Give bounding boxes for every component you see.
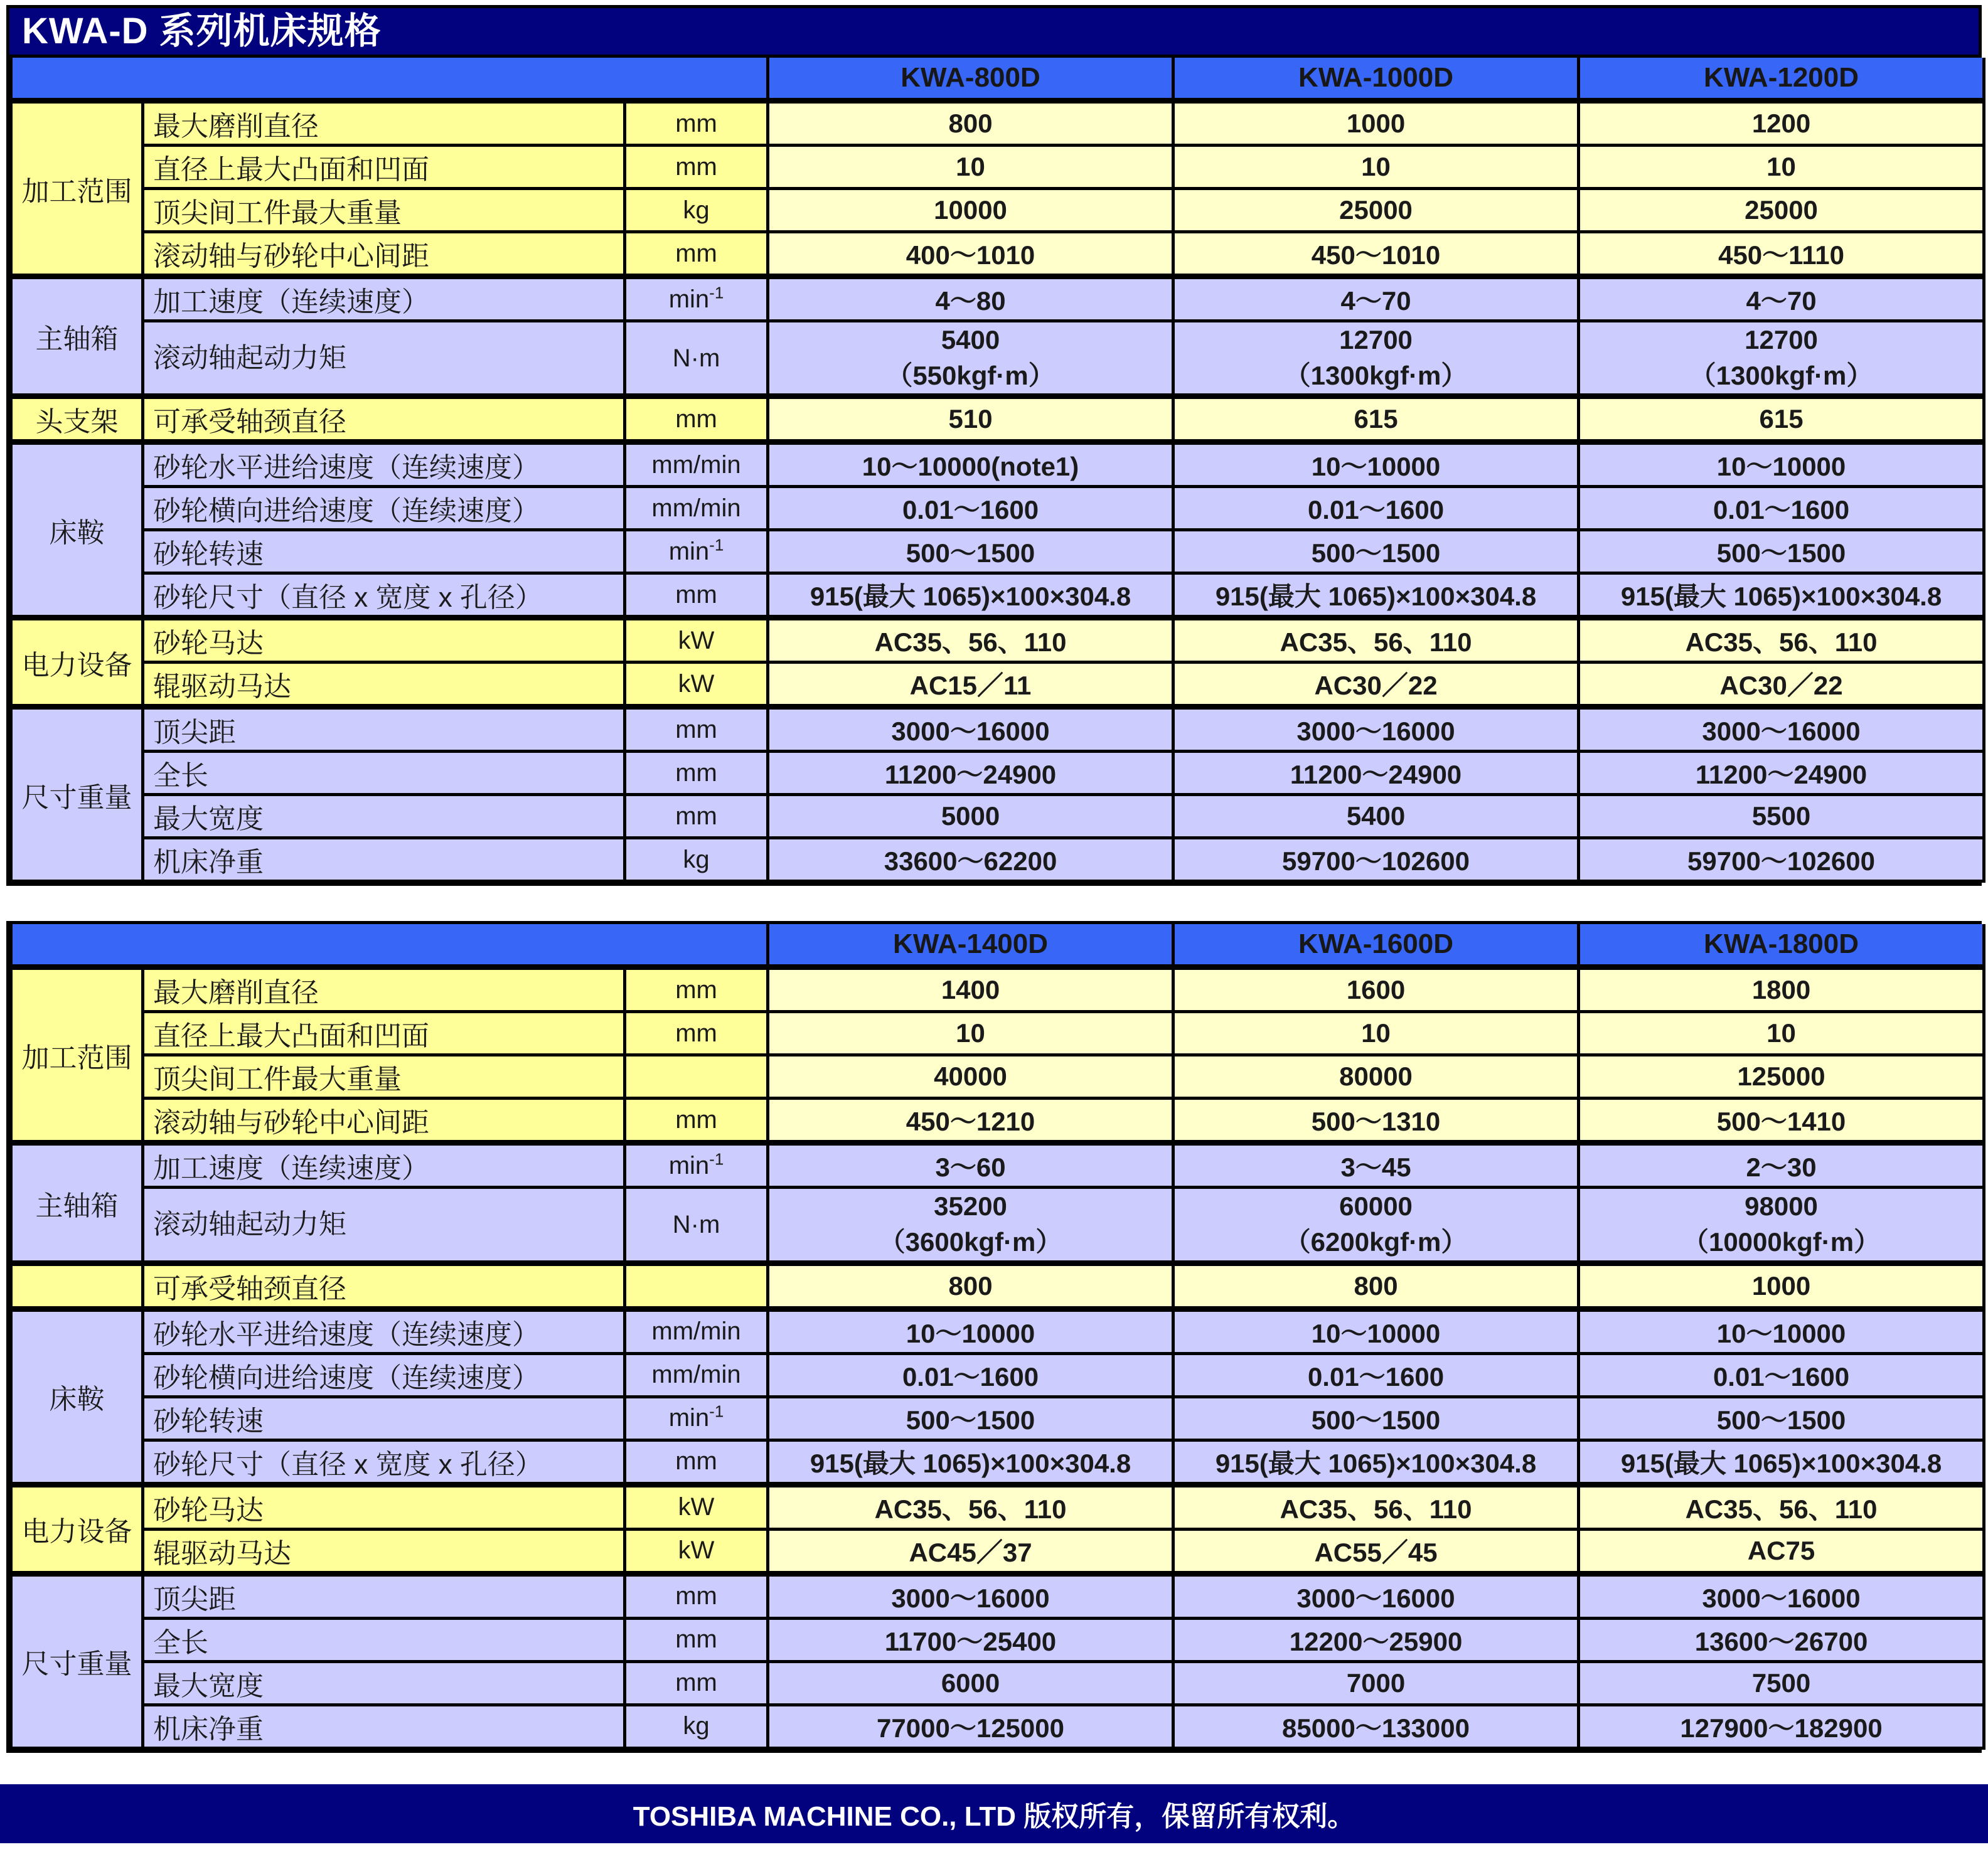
- value-cell: 915(最大 1065)×100×304.8: [1173, 1440, 1579, 1484]
- value-cell: 450～1010: [1173, 232, 1579, 277]
- spec-label-cell: 直径上最大凸面和凹面: [143, 1012, 625, 1055]
- value-cell: 915(最大 1065)×100×304.8: [768, 1440, 1173, 1484]
- value-cell: 500～1500: [1579, 1397, 1984, 1440]
- value-cell: 3～60: [768, 1143, 1173, 1188]
- value-cell: 10～10000(note1): [768, 442, 1173, 487]
- value-cell: 1200: [1579, 101, 1984, 146]
- value-cell: 800: [768, 1263, 1173, 1309]
- value-cell: 1000: [1579, 1263, 1984, 1309]
- table2-wrap: [6, 921, 1982, 1752]
- spec-label-cell: 砂轮尺寸（直径 x 宽度 x 孔径）: [143, 1440, 625, 1484]
- value-cell: AC35、56、110: [768, 1484, 1173, 1529]
- spec-table-2-container: [9, 924, 1979, 1749]
- value-cell: 1600: [1173, 967, 1579, 1012]
- value-cell: AC35、56、110: [1579, 1484, 1984, 1529]
- value-cell: 4～70: [1579, 277, 1984, 321]
- unit-text: mm: [675, 715, 717, 743]
- unit-cell: [625, 442, 768, 487]
- table-row: [11, 1440, 1984, 1484]
- table-row: [11, 618, 1984, 663]
- value-cell: [768, 1188, 1173, 1263]
- value-cell: [1173, 321, 1579, 396]
- value-cell: AC75: [1579, 1529, 1984, 1573]
- value-cell: 3000～16000: [768, 707, 1173, 752]
- unit-text: N·m: [672, 344, 720, 372]
- category-cell: 电力设备: [11, 1484, 143, 1573]
- value-cell: 10: [1173, 146, 1579, 189]
- value-cell: [1579, 321, 1984, 396]
- unit-text: kW: [678, 669, 715, 698]
- value-cell: 4～80: [768, 277, 1173, 321]
- value-cell: [1173, 1188, 1579, 1263]
- unit-cell: [625, 752, 768, 795]
- unit-cell: [625, 189, 768, 232]
- category-cell: 主轴箱: [11, 277, 143, 396]
- value-cell: 125000: [1579, 1055, 1984, 1099]
- spec-label-cell: 砂轮转速: [143, 530, 625, 573]
- spec-label-cell: 最大磨削直径: [143, 967, 625, 1012]
- unit-cell: [625, 1529, 768, 1573]
- unit-cell: [625, 1099, 768, 1143]
- table-row: [11, 752, 1984, 795]
- value-cell: 127900～182900: [1579, 1705, 1984, 1748]
- unit-exponent: -1: [709, 535, 724, 555]
- value-line: （1300kgf·m）: [1284, 360, 1468, 390]
- value-cell: 915(最大 1065)×100×304.8: [1173, 573, 1579, 618]
- value-cell: 85000～133000: [1173, 1705, 1579, 1748]
- unit-text: min: [668, 1404, 710, 1432]
- spec-table: [9, 924, 1985, 1749]
- value-cell: 1000: [1173, 101, 1579, 146]
- unit-text: mm: [675, 758, 717, 787]
- unit-exponent: -1: [709, 1402, 724, 1421]
- unit-cell: [625, 663, 768, 707]
- unit-cell: [625, 1705, 768, 1748]
- table-row: [11, 396, 1984, 442]
- value-cell: AC35、56、110: [1173, 618, 1579, 663]
- value-cell: AC45／37: [768, 1529, 1173, 1573]
- unit-text: mm/min: [651, 494, 741, 522]
- unit-text: kW: [678, 1536, 715, 1565]
- value-line: 60000: [1339, 1191, 1413, 1221]
- spec-label-cell: 顶尖间工件最大重量: [143, 189, 625, 232]
- unit-text: min: [668, 285, 710, 313]
- spec-label-cell: 滚动轴与砂轮中心间距: [143, 232, 625, 277]
- value-cell: 5400: [1173, 795, 1579, 838]
- unit-text: mm: [675, 1626, 717, 1654]
- value-cell: 0.01～1600: [768, 487, 1173, 530]
- unit-text: mm: [675, 976, 717, 1004]
- value-cell: 25000: [1579, 189, 1984, 232]
- spec-label-cell: 最大宽度: [143, 795, 625, 838]
- value-cell: 10: [1579, 146, 1984, 189]
- header-spacer: [11, 58, 768, 101]
- value-cell: 500～1500: [768, 530, 1173, 573]
- unit-cell: [625, 321, 768, 396]
- unit-text: min: [668, 537, 710, 565]
- spec-label-cell: 滚动轴与砂轮中心间距: [143, 1099, 625, 1143]
- value-cell: 500～1500: [1579, 530, 1984, 573]
- table-row: [11, 1529, 1984, 1573]
- table-row: [11, 146, 1984, 189]
- value-cell: 500～1500: [1173, 1397, 1579, 1440]
- spec-label-cell: 最大磨削直径: [143, 101, 625, 146]
- table-row: [11, 1618, 1984, 1661]
- value-cell: 11200～24900: [768, 752, 1173, 795]
- value-cell: 10: [768, 1012, 1173, 1055]
- unit-cell: [625, 277, 768, 321]
- spec-label-cell: 砂轮水平进给速度（连续速度）: [143, 442, 625, 487]
- value-cell: 59700～102600: [1579, 838, 1984, 881]
- model-header: KWA-800D: [768, 58, 1173, 101]
- value-cell: 4～70: [1173, 277, 1579, 321]
- value-cell: 615: [1579, 396, 1984, 442]
- value-cell: 1400: [768, 967, 1173, 1012]
- value-cell: 10000: [768, 189, 1173, 232]
- value-cell: 3000～16000: [1173, 1573, 1579, 1618]
- value-line: （550kgf·m）: [886, 360, 1055, 390]
- unit-text: mm: [675, 405, 717, 433]
- unit-text: N·m: [672, 1211, 720, 1239]
- table-row: [11, 277, 1984, 321]
- spec-label-cell: 砂轮尺寸（直径 x 宽度 x 孔径）: [143, 573, 625, 618]
- spec-label-cell: 砂轮转速: [143, 1397, 625, 1440]
- unit-text: mm: [675, 1582, 717, 1610]
- unit-cell: [625, 795, 768, 838]
- spec-label-cell: 直径上最大凸面和凹面: [143, 146, 625, 189]
- value-cell: 800: [768, 101, 1173, 146]
- model-header: KWA-1400D: [768, 924, 1173, 967]
- value-cell: 10～10000: [1579, 442, 1984, 487]
- unit-text: kW: [678, 1493, 715, 1521]
- spec-label-cell: 砂轮横向进给速度（连续速度）: [143, 487, 625, 530]
- value-cell: 6000: [768, 1661, 1173, 1705]
- value-cell: 12200～25900: [1173, 1618, 1579, 1661]
- unit-exponent: -1: [709, 1149, 724, 1169]
- unit-cell: [625, 1055, 768, 1099]
- value-cell: 10: [1173, 1012, 1579, 1055]
- value-cell: 40000: [768, 1055, 1173, 1099]
- unit-cell: [625, 838, 768, 881]
- table-row: [11, 967, 1984, 1012]
- unit-text: mm: [675, 1105, 717, 1134]
- unit-cell: [625, 232, 768, 277]
- category-cell: 加工范围: [11, 101, 143, 277]
- unit-cell: [625, 1353, 768, 1397]
- value-cell: 1800: [1579, 967, 1984, 1012]
- value-cell: 0.01～1600: [1579, 487, 1984, 530]
- category-cell: 床鞍: [11, 1309, 143, 1484]
- value-cell: 13600～26700: [1579, 1618, 1984, 1661]
- unit-text: mm: [675, 239, 717, 267]
- value-cell: 10～10000: [768, 1309, 1173, 1353]
- unit-cell: [625, 967, 768, 1012]
- value-cell: AC30／22: [1173, 663, 1579, 707]
- value-cell: 25000: [1173, 189, 1579, 232]
- unit-exponent: -1: [709, 283, 724, 302]
- value-cell: 0.01～1600: [1173, 487, 1579, 530]
- spec-label-cell: 辊驱动马达: [143, 663, 625, 707]
- page-title: KWA-D 系列机床规格: [9, 8, 1979, 58]
- value-cell: 7000: [1173, 1661, 1579, 1705]
- spec-label-cell: 可承受轴颈直径: [143, 396, 625, 442]
- unit-text: kg: [683, 1712, 710, 1740]
- value-line: 12700: [1339, 325, 1413, 354]
- unit-cell: [625, 618, 768, 663]
- value-cell: 800: [1173, 1263, 1579, 1309]
- table-row: [11, 1263, 1984, 1309]
- unit-text: kW: [678, 626, 715, 654]
- value-cell: 11200～24900: [1173, 752, 1579, 795]
- unit-cell: [625, 707, 768, 752]
- unit-cell: [625, 530, 768, 573]
- table-row: [11, 707, 1984, 752]
- spec-label-cell: 滚动轴起动力矩: [143, 1188, 625, 1263]
- value-line: （10000kgf·m）: [1682, 1227, 1881, 1257]
- unit-cell: [625, 1661, 768, 1705]
- spec-label-cell: 砂轮横向进给速度（连续速度）: [143, 1353, 625, 1397]
- category-cell: 加工范围: [11, 967, 143, 1143]
- value-cell: AC15／11: [768, 663, 1173, 707]
- unit-text: mm: [675, 109, 717, 137]
- spec-label-cell: 机床净重: [143, 838, 625, 881]
- value-cell: 400～1010: [768, 232, 1173, 277]
- table-row: [11, 573, 1984, 618]
- spec-label-cell: 机床净重: [143, 1705, 625, 1748]
- unit-cell: [625, 1143, 768, 1188]
- unit-cell: [625, 146, 768, 189]
- value-cell: 915(最大 1065)×100×304.8: [768, 573, 1173, 618]
- table-row: [11, 101, 1984, 146]
- unit-text: min: [668, 1151, 710, 1179]
- unit-cell: [625, 1484, 768, 1529]
- table-row: [11, 189, 1984, 232]
- value-cell: 615: [1173, 396, 1579, 442]
- unit-text: mm/min: [651, 450, 741, 479]
- value-cell: 510: [768, 396, 1173, 442]
- unit-text: mm/min: [651, 1361, 741, 1389]
- value-line: 98000: [1745, 1191, 1818, 1221]
- spec-label-cell: 全长: [143, 1618, 625, 1661]
- table-row: [11, 795, 1984, 838]
- value-line: （3600kgf·m）: [879, 1227, 1062, 1257]
- category-cell: 电力设备: [11, 618, 143, 707]
- table-row: [11, 1143, 1984, 1188]
- spec-label-cell: 辊驱动马达: [143, 1529, 625, 1573]
- table-row: [11, 1099, 1984, 1143]
- spec-table: [9, 58, 1985, 883]
- category-cell: 主轴箱: [11, 1143, 143, 1263]
- spec-label-cell: 砂轮马达: [143, 1484, 625, 1529]
- table-row: [11, 1661, 1984, 1705]
- value-cell: [1579, 1188, 1984, 1263]
- value-cell: 500～1500: [1173, 530, 1579, 573]
- table-row: [11, 1353, 1984, 1397]
- model-header: KWA-1600D: [1173, 924, 1579, 967]
- value-cell: 5500: [1579, 795, 1984, 838]
- spec-label-cell: 最大宽度: [143, 1661, 625, 1705]
- unit-text: kg: [683, 196, 710, 224]
- unit-text: mm: [675, 580, 717, 609]
- table-row: [11, 1309, 1984, 1353]
- value-cell: AC30／22: [1579, 663, 1984, 707]
- value-cell: AC35、56、110: [768, 618, 1173, 663]
- value-cell: 59700～102600: [1173, 838, 1579, 881]
- value-line: 35200: [934, 1191, 1007, 1221]
- value-cell: 3～45: [1173, 1143, 1579, 1188]
- value-cell: 77000～125000: [768, 1705, 1173, 1748]
- unit-cell: [625, 1309, 768, 1353]
- unit-cell: [625, 487, 768, 530]
- value-cell: 7500: [1579, 1661, 1984, 1705]
- table-row: [11, 487, 1984, 530]
- category-cell: [11, 1263, 143, 1309]
- value-cell: 3000～16000: [768, 1573, 1173, 1618]
- value-cell: 10～10000: [1173, 1309, 1579, 1353]
- table-row: [11, 1573, 1984, 1618]
- model-header: KWA-1000D: [1173, 58, 1579, 101]
- unit-cell: [625, 1012, 768, 1055]
- value-cell: 500～1310: [1173, 1099, 1579, 1143]
- table-row: [11, 1055, 1984, 1099]
- table-row: [11, 442, 1984, 487]
- value-cell: AC55／45: [1173, 1529, 1579, 1573]
- unit-cell: [625, 101, 768, 146]
- spec-label-cell: 顶尖距: [143, 707, 625, 752]
- unit-cell: [625, 1440, 768, 1484]
- model-header: KWA-1800D: [1579, 924, 1984, 967]
- table-row: [11, 1397, 1984, 1440]
- value-cell: 3000～16000: [1579, 1573, 1984, 1618]
- unit-text: mm/min: [651, 1317, 741, 1346]
- header-spacer: [11, 924, 768, 967]
- unit-text: mm: [675, 1447, 717, 1476]
- category-cell: 头支架: [11, 396, 143, 442]
- spec-label-cell: 顶尖间工件最大重量: [143, 1055, 625, 1099]
- table-row: [11, 838, 1984, 881]
- value-cell: 450～1210: [768, 1099, 1173, 1143]
- value-cell: 915(最大 1065)×100×304.8: [1579, 573, 1984, 618]
- spec-label-cell: 可承受轴颈直径: [143, 1263, 625, 1309]
- unit-cell: [625, 396, 768, 442]
- value-cell: 2～30: [1579, 1143, 1984, 1188]
- value-cell: 10: [1579, 1012, 1984, 1055]
- table1-wrap: [6, 5, 1982, 886]
- value-cell: AC35、56、110: [1173, 1484, 1579, 1529]
- unit-cell: [625, 573, 768, 618]
- value-cell: 80000: [1173, 1055, 1579, 1099]
- spec-label-cell: 滚动轴起动力矩: [143, 321, 625, 396]
- table-row: [11, 232, 1984, 277]
- value-cell: 11700～25400: [768, 1618, 1173, 1661]
- value-cell: AC35、56、110: [1579, 618, 1984, 663]
- value-cell: 0.01～1600: [1173, 1353, 1579, 1397]
- model-header: KWA-1200D: [1579, 58, 1984, 101]
- value-line: 12700: [1745, 325, 1818, 354]
- category-cell: 尺寸重量: [11, 1573, 143, 1748]
- table-row: [11, 1705, 1984, 1748]
- value-cell: 450～1110: [1579, 232, 1984, 277]
- spec-label-cell: 顶尖距: [143, 1573, 625, 1618]
- unit-text: kg: [683, 845, 710, 873]
- spec-label-cell: 加工速度（连续速度）: [143, 277, 625, 321]
- table-row: [11, 663, 1984, 707]
- value-cell: 11200～24900: [1579, 752, 1984, 795]
- value-cell: 915(最大 1065)×100×304.8: [1579, 1440, 1984, 1484]
- unit-cell: [625, 1188, 768, 1263]
- value-cell: 10～10000: [1579, 1309, 1984, 1353]
- unit-text: mm: [675, 1019, 717, 1047]
- value-cell: 10: [768, 146, 1173, 189]
- category-cell: 尺寸重量: [11, 707, 143, 881]
- value-cell: 33600～62200: [768, 838, 1173, 881]
- table-row: [11, 1188, 1984, 1263]
- category-cell: 床鞍: [11, 442, 143, 618]
- footer-copyright: TOSHIBA MACHINE CO., LTD 版权所有，保留所有权利。: [0, 1784, 1988, 1843]
- value-cell: 0.01～1600: [768, 1353, 1173, 1397]
- value-line: 5400: [941, 325, 1000, 354]
- value-line: （6200kgf·m）: [1284, 1227, 1468, 1257]
- value-line: （1300kgf·m）: [1689, 360, 1873, 390]
- value-cell: 5000: [768, 795, 1173, 838]
- table-row: [11, 321, 1984, 396]
- value-cell: 500～1500: [768, 1397, 1173, 1440]
- unit-text: mm: [675, 802, 717, 830]
- value-cell: [768, 321, 1173, 396]
- table-row: [11, 1484, 1984, 1529]
- value-cell: 3000～16000: [1173, 707, 1579, 752]
- unit-text: mm: [675, 152, 717, 181]
- table-row: [11, 1012, 1984, 1055]
- spec-label-cell: 砂轮马达: [143, 618, 625, 663]
- value-cell: 500～1410: [1579, 1099, 1984, 1143]
- value-cell: 3000～16000: [1579, 707, 1984, 752]
- unit-cell: [625, 1263, 768, 1309]
- spec-table-1-container: [9, 58, 1979, 883]
- unit-cell: [625, 1618, 768, 1661]
- spec-label-cell: 加工速度（连续速度）: [143, 1143, 625, 1188]
- spec-label-cell: 砂轮水平进给速度（连续速度）: [143, 1309, 625, 1353]
- value-cell: 0.01～1600: [1579, 1353, 1984, 1397]
- unit-cell: [625, 1573, 768, 1618]
- unit-cell: [625, 1397, 768, 1440]
- unit-text: mm: [675, 1669, 717, 1697]
- value-cell: 10～10000: [1173, 442, 1579, 487]
- table-row: [11, 530, 1984, 573]
- spec-label-cell: 全长: [143, 752, 625, 795]
